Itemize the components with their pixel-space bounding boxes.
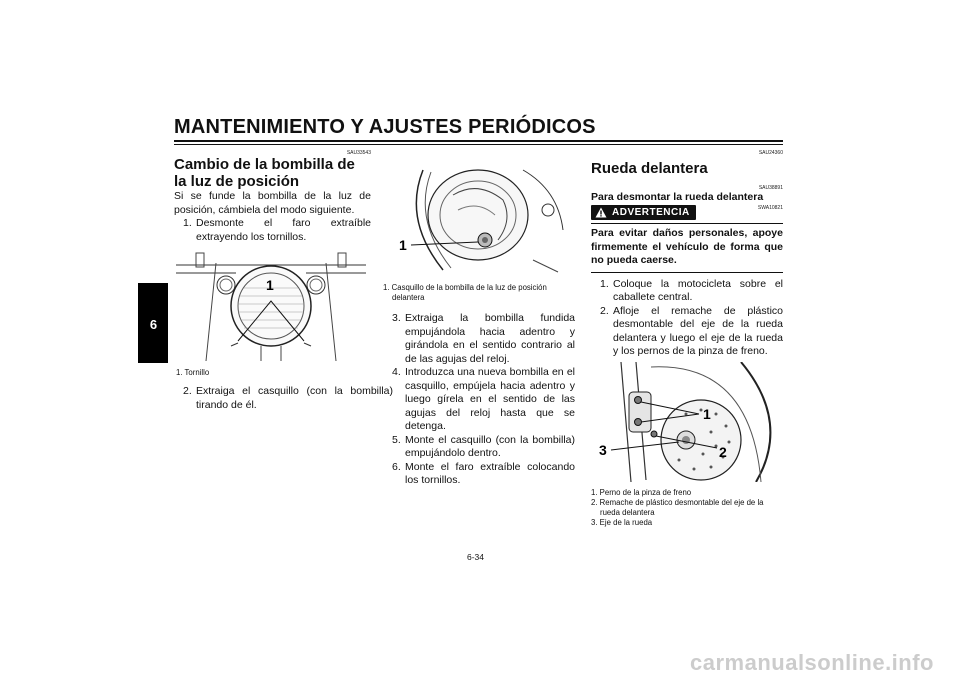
figure-callout: 1 [399,237,407,253]
step-item: 4. Introduzca una nueva bombilla en el casquillo, empújela hacia adentro y luego gírela en el sentido de las agujas del reloj hasta que se detenga. [392,366,575,432]
headlight-figure [176,243,366,363]
warning-code: SWA10821 [757,205,783,211]
figure-caption-list [591,488,783,528]
page-header-title: MANTENIMIENTO Y AJUSTES PERIÓDICOS [174,116,596,138]
subsection-heading: Para desmontar la rueda delantera [591,191,764,203]
warning-rule-top [591,223,783,224]
bulb-socket-figure [383,160,575,276]
figure-caption: 3. Eje de la rueda [591,518,653,527]
left-column [174,150,371,244]
figure-callout: 1 [703,406,711,422]
warning-triangle-icon [595,207,607,218]
warning-label: ADVERTENCIA [612,207,690,218]
header-rule-thin [174,144,783,145]
page-number: 6-34 [467,552,485,562]
figure-caption: 2. Remache de plástico desmontable del eje de la rueda delantera [591,498,764,517]
warning-badge [591,205,696,220]
section-code: SAU33543 [346,150,371,156]
section-tab-number: 6 [149,317,158,332]
subsection-code: SAU38891 [758,185,783,191]
warning-rule-bottom [591,272,783,273]
figure-callout: 3 [599,442,607,458]
step-item: 2. Extraiga el casquillo (con la bombilla) tirando de él. [183,385,393,411]
front-wheel-figure [591,362,781,482]
step-item: 1. Coloque la motocicleta sobre el caballete central. [600,277,783,303]
section-code: SAU24360 [758,150,783,156]
section-heading: Cambio de la bombilla de la luz de posición [174,156,355,190]
intro-text: Si se funde la bombilla de la luz de posición, cámbiela del modo siguiente. [174,190,371,216]
step-item: 3. Extraiga la bombilla fundida empujándola hacia adentro y girándola en el sentido contrario al de las agujas del reloj. [392,312,575,365]
middle-steps [383,312,575,488]
step-item: 1. Desmonte el faro extraíble extrayendo los tornillos. [183,217,371,243]
figure-callout: 2 [719,444,727,460]
step-item: 5. Monte el casquillo (con la bombilla) empujándolo dentro. [392,433,575,459]
warning-text: Para evitar daños personales, apoye firmemente el vehículo de forma que no pueda caerse. [591,227,783,266]
figure-caption: 1. Perno de la pinza de freno [591,488,692,497]
step-item: 6. Monte el faro extraíble colocando los tornillos. [392,460,575,486]
step-item: 2. Afloje el remache de plástico desmontable del eje de la rueda delantera y luego el eje de la rueda y los pernos de la pinza de freno. [600,304,783,357]
right-column [591,150,783,359]
footer-watermark: carmanualsonline.info [690,650,934,675]
header-rule [174,140,783,142]
section-heading: Rueda delantera [591,160,708,177]
figure-caption: 1. Tornillo [176,368,210,377]
figure-callout: 1 [266,277,274,293]
figure-caption: 1. Casquillo de la bombilla de la luz de posición delantera [383,283,547,302]
